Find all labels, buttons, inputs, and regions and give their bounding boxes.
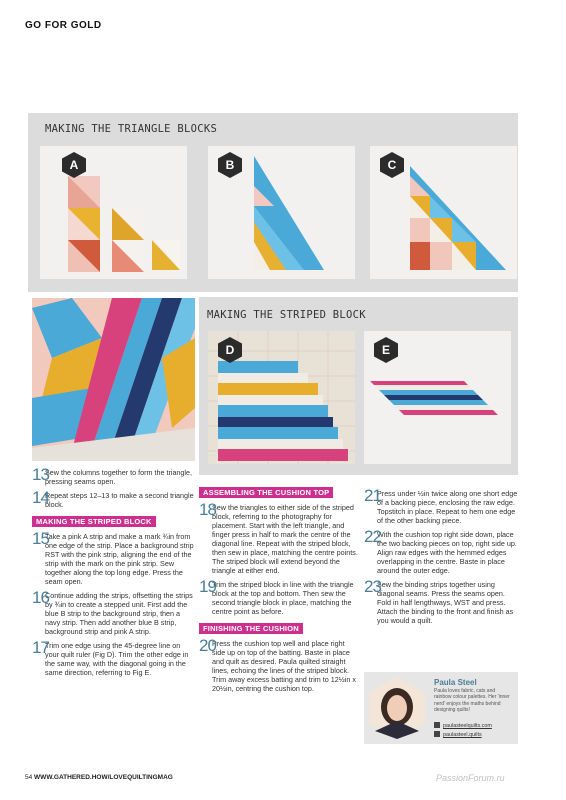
instructions-column-1 [32, 465, 194, 682]
step-17 [32, 638, 194, 677]
instructions-column-2 [199, 485, 359, 698]
social-link[interactable] [434, 731, 482, 738]
step-15 [32, 529, 194, 586]
fig-c-badge [380, 152, 404, 178]
heading-assembling: ASSEMBLING THE CUSHION TOP [199, 487, 333, 498]
step-number: 15 [32, 529, 49, 548]
step-text: Continue adding the strips, offsetting the strips by ¾in to create a stepped unit. First add the blue B strip to the background strip, then a navy strip. Then add another blue B strip, background strip and pink A strip. [45, 591, 193, 636]
step-text: Press the cushion top well and place right side up on top of the batting. Baste in place and quilt as desired. Paula quilted straight lines, echoing the lines of the striped block. Trim away excess batting and trim to 12½in x 20½in, centring the cushion top. [212, 639, 356, 693]
fig-c-label: C [387, 158, 397, 172]
striped-panel-title: MAKING THE STRIPED BLOCK [207, 309, 366, 321]
designer-name: Paula Steel [434, 678, 477, 687]
cushion-photo [32, 298, 195, 461]
page-number: 54 [25, 774, 33, 781]
heading-striped-block: MAKING THE STRIPED BLOCK [32, 516, 156, 527]
step-text: With the cushion top right side down, place the two backing pieces on top, right side up. Align raw edges with the hemmed edges overlapping in the centre. Baste in place around the outer edge. [377, 530, 517, 575]
section-header: GO FOR GOLD [25, 20, 102, 31]
instructions-column-3 [364, 486, 519, 630]
photo-b [208, 146, 355, 279]
fig-d-label: D [225, 343, 235, 357]
step-number: 14 [32, 488, 49, 507]
step-text: Sew the columns together to form the triangle, pressing seams open. [45, 468, 193, 486]
step-text: Sew the binding strips together using diagonal seams. Press the seams open. Fold in half lengthways, WST and press. Attach the binding to the front and finish as you would a quilt. [377, 580, 514, 625]
step-19 [199, 577, 359, 616]
fig-e-badge [374, 337, 398, 363]
page-footer [25, 774, 173, 781]
step-number: 16 [32, 588, 49, 607]
triangle-blocks-panel [28, 113, 518, 292]
step-number: 19 [199, 577, 216, 596]
step-text: Trim one edge using the 45-degree line on your quilt ruler (Fig D). Trim the other edge in the same way, with the diagonal going in the same direction, referring to Fig E. [45, 641, 189, 677]
designer-bio [364, 672, 518, 744]
footer-url: WWW.GATHERED.HOW/LOVEQUILTINGMAG [34, 774, 173, 781]
step-number: 23 [364, 577, 381, 596]
photo-e [364, 331, 511, 464]
photo-d [208, 331, 355, 464]
fig-b-badge [218, 152, 242, 178]
step-18 [199, 500, 359, 575]
step-13 [32, 465, 194, 486]
heading-finishing: FINISHING THE CUSHION [199, 623, 303, 634]
step-23 [364, 577, 519, 625]
watermark: PassionForum.ru [436, 773, 505, 783]
social-text: paulasteel.quilts [443, 732, 482, 738]
step-number: 22 [364, 527, 381, 546]
triangle-panel-title: MAKING THE TRIANGLE BLOCKS [45, 123, 218, 135]
photo-a [40, 146, 187, 279]
step-text: Take a pink A strip and make a mark ¾in from one edge of the strip. Place a background strip RST with the pink strip, aligning the end of the strip with the mark on the pink strip. Sew together along the top long edge. Press the seam open. [45, 532, 194, 586]
step-number: 18 [199, 500, 216, 519]
step-21 [364, 486, 519, 525]
instagram-icon [434, 731, 440, 737]
fig-a-label: A [69, 158, 79, 172]
designer-description: Paula loves fabric, cats and rainbow colour palettes. Her 'inner nerd' enjoys the maths behind designing quilts! [434, 688, 510, 713]
website-link[interactable] [434, 722, 492, 729]
step-number: 20 [199, 636, 216, 655]
step-14 [32, 488, 194, 509]
designer-avatar [369, 677, 425, 739]
fig-e-label: E [381, 343, 390, 357]
step-text: Trim the striped block in line with the triangle block at the top and bottom. Then sew the second triangle block in place, matching the centre point as before. [212, 580, 354, 616]
step-16 [32, 588, 194, 636]
step-text: Press under ½in twice along one short edge of a backing piece, enclosing the raw edge. Topstitch in place. Repeat to hem one edge of the other backing piece. [377, 489, 518, 525]
step-text: Sew the triangles to either side of the striped block, referring to the photography for placement. Start with the left triangle, and finger press in half to mark the centre of the diagonal line. Repeat with the striped block, then sew in place, matching the centre points. The striped block will extend beyond the triangle at either end. [212, 503, 358, 575]
fig-b-label: B [225, 158, 235, 172]
globe-icon [434, 722, 440, 728]
step-text: Repeat steps 12–13 to make a second triangle block. [45, 491, 194, 509]
step-22 [364, 527, 519, 575]
step-number: 21 [364, 486, 381, 505]
step-number: 13 [32, 465, 49, 484]
fig-d-badge [218, 337, 242, 363]
fig-a-badge [62, 152, 86, 178]
step-20 [199, 636, 359, 693]
step-number: 17 [32, 638, 49, 657]
striped-block-panel [199, 297, 518, 475]
photo-c [370, 146, 517, 279]
website-text: paulasteelquilts.com [443, 723, 492, 729]
